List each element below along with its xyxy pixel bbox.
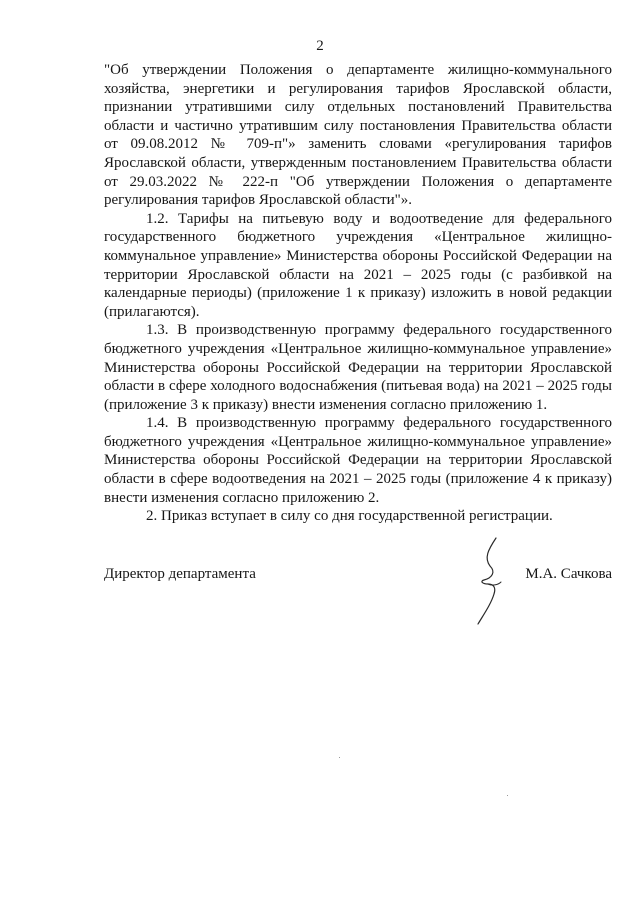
document-body [104, 61, 612, 526]
page-number: 2 [316, 38, 324, 54]
scan-speck [507, 795, 508, 796]
paragraph-item-1-3: 1.3. В производственную программу федерального государственного бюджетного учреждения «Центральное жилищно-коммунальное управление» Министерства обороны Российской Федерации на территории Ярославской области в сфере холодного водоснабжения (питьевая вода) на 2021 – 2025 годы (приложение 3 к приказу) внести изменения согласно приложению 1. [104, 322, 612, 413]
signature-block [104, 566, 612, 626]
paragraph-item-1-2: 1.2. Тарифы на питьевую воду и водоотведение для федерального государственного бюджетного учреждения «Центральное жилищно-коммунальное управление» Министерства обороны Российской Федерации на территории Ярославской области на 2021 – 2025 годы (с разбивкой на календарные периоды) (приложение 1 к приказу) изложить в новой редакции (прилагаются). [104, 210, 612, 320]
signatory-position: Директор департамента [104, 566, 256, 582]
paragraph-intro: "Об утверждении Положения о департаменте жилищно-коммунального хозяйства, энергетики и регулирования тарифов Ярославской области, признании утратившими силу отдельных постановлений Правительства области и частично утратившим силу постановления Правительства области от 09.08.2012 № 709-п"» заменить словами «регулирования тарифов Ярославской области, утвержденным постановлением Правительства области от 29.03.2022 № 222-п "Об утверждении Положения о департаменте регулирования тарифов Ярославской области"». [104, 62, 612, 209]
paragraph-item-2: 2. Приказ вступает в силу со дня государственной регистрации. [146, 508, 553, 525]
handwritten-signature [474, 536, 514, 626]
paragraph-item-1-4: 1.4. В производственную программу федерального государственного бюджетного учреждения «Центральное жилищно-коммунальное управление» Министерства обороны Российской Федерации на территории Ярославской области в сфере водоотведения на 2021 – 2025 годы (приложение 4 к приказу) внести изменения согласно приложению 2. [104, 415, 612, 506]
signatory-name: М.А. Сачкова [525, 566, 612, 582]
scan-speck [339, 757, 340, 758]
